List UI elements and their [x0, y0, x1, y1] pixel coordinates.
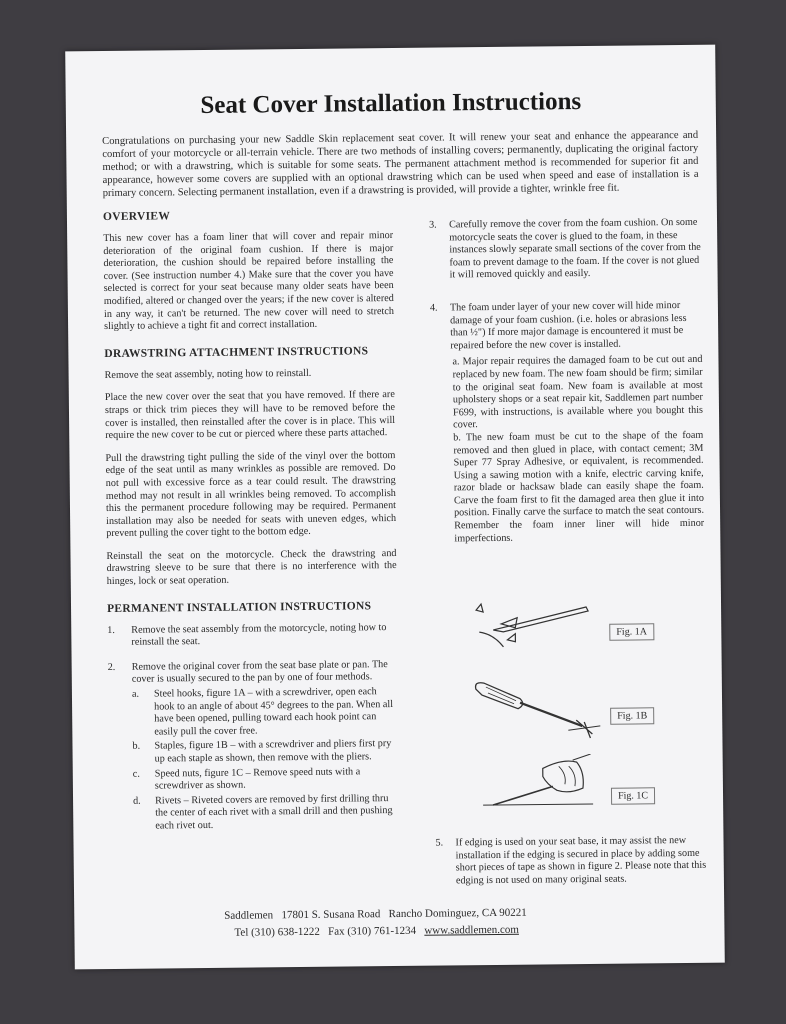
drawstring-p3: Pull the drawstring tight pulling the side of the vinyl over the bottom edge of the seat until as many wrinkles as possible are removed. Do not pull with excessive force as a tear could result. The drawstring method may not result in all wrinkles being removed. To accomplish this the permanent procedure following may be required. Permanent installation may also be needed for seats with uneven edges, which prevent pulling the cover tight to the bottom edge.	[105, 449, 397, 540]
drawstring-p4: Reinstall the seat on the motorcycle. Check the drawstring and drawstring sleeve to be sure that there is no interference with the hinges, lock or seat operation.	[106, 547, 397, 588]
website-link[interactable]: www.saddlemen.com	[424, 923, 519, 937]
drawstring-p2: Place the new cover over the seat that you have removed. If there are straps or thick trim pieces they will have to be removed before the cover is installed, then reinstalled after the cover is in place. This will require the new cover to be cut or pierced where these parts attached.	[104, 389, 396, 442]
fig-1c-label: Fig. 1C	[611, 787, 655, 804]
right-column	[429, 217, 704, 546]
permanent-heading: PERMANENT INSTALLATION INSTRUCTIONS	[106, 599, 372, 615]
instruction-sheet	[65, 45, 725, 970]
drawstring-p1: Remove the seat assembly, noting how to reinstall.	[104, 367, 312, 381]
telephone: Tel (310) 638-1222	[234, 925, 320, 939]
step-number: 1.	[107, 624, 115, 636]
company-address: 17801 S. Susana Road Rancho Dominguez, CA 90221	[281, 906, 527, 922]
overview-heading: OVERVIEW	[102, 210, 171, 224]
substep-d: d. Rivets – Riveted covers are removed by first drilling thru the center of each rivet with a small drill and then pushing each rivet out.	[133, 792, 393, 832]
substep-a: a. Steel hooks, figure 1A – with a screwdriver, open each hook to an angle of about 45° degrees to the pan. When all have been opened, pulling toward each hook point can easily pull the cover free.	[131, 686, 394, 738]
step-text: Remove the seat assembly from the motorcycle, noting how to reinstall the seat.	[131, 621, 387, 649]
figure-1b-illustration	[472, 676, 613, 752]
drawstring-heading: DRAWSTRING ATTACHMENT INSTRUCTIONS	[104, 345, 369, 360]
intro-paragraph: Congratulations on purchasing your new Saddle Skin replacement seat cover. It will renew your seat and enhance the appearance and comfort of your motorcycle or all-terrain vehicle. There are two methods of installing covers; permanently, duplicating the original factory method; or with a drawstring, which is suitable for some seats. The permanent attachment method is recommended for superior fit and appearance, however some covers are supplied with an optional drawstring which can be used when speed and ease of installation is a primary concern. Selecting permanent installation, even if a drawstring is provided, will provide a tighter, wrinkle free fit.	[102, 129, 699, 200]
fig-1b-label: Fig. 1B	[610, 707, 654, 724]
fig-1a-label: Fig. 1A	[609, 623, 654, 640]
step-4b: b. The new foam must be cut to the shape of the foam removed and then glued in place, with contact cement; 3M Super 77 Spray Adhesive, or equivalent, is recommended. Using a sawing motion with a knife, electric carving knife, razor blade or hacksaw blade can easily shape the foam. Carve the foam first to fit the damaged area then glue it into position. Finally carve the surface to match the seat contours. Remember the foam inner liner will hide minor imperfections.	[453, 429, 705, 545]
substep-c: c. Speed nuts, figure 1C – Remove speed nuts with a screwdriver as shown.	[132, 765, 361, 792]
figure-1a-illustration	[471, 601, 612, 662]
step-3: 3. Carefully remove the cover from the foam cushion. On some motorcycle seats the cover is glued to the foam, in these instances slowly separate small sections of the cover from the foam to prevent damage to the foam. If the cover is not glued it will removed quickly and easily.	[428, 216, 701, 281]
footer-address-line	[224, 907, 527, 922]
footer-contact-line	[234, 924, 519, 939]
overview-text: This new cover has a foam liner that will cover and repair minor deterioration of the original foam cushion. If there is major deterioration, the cushion should be repaired before installing the cover. (See instruction number 4.) Make sure that the cover you have selected is correct for your seat because many older seats have been modified, altered or changed over the years; if the new cover is altered in any way, it can't be returned. The new cover will need to stretch slightly to achieve a tight fit and correct installation.	[103, 230, 395, 333]
step-4: 4. The foam under layer of your new cover will hide minor damage of your foam cushion. (i.e. holes or abrasions less than ½") If more major damage is encountered it must be repaired before the new cover is installed.	[429, 299, 687, 352]
permanent-step-2	[108, 659, 400, 834]
permanent-step-1	[107, 622, 397, 650]
step-5: 5. If edging is used on your seat base, it may assist the new installation if the edging is secured in place by adding some short pieces of tape as shown in figure 2. Please note that this edging is not used on many original seats.	[435, 834, 707, 887]
step-4a: a. Major repair requires the damaged foam to be cut out and replaced by new foam. The new foam should be firm; similar to the original seat foam. New foam is available at most upholstery shops or a seat repair kit, Saddlemen part number F699, with instructions, is available where you bought this cover.	[452, 354, 704, 431]
substep-b: b. Staples, figure 1B – with a screwdriver and pliers first pry up each staple as shown, then remove with the pliers.	[132, 738, 392, 765]
step-text: Remove the original cover from the seat base plate or pan. The cover is usually secured to the pan by one of four methods.	[131, 658, 388, 686]
step-number: 2.	[107, 661, 116, 673]
figure-1c-illustration	[473, 754, 614, 815]
fax: Fax (310) 761-1234	[328, 924, 417, 938]
left-column	[103, 208, 400, 846]
company-name: Saddlemen	[224, 909, 274, 922]
page-title: Seat Cover Installation Instructions	[200, 88, 582, 120]
